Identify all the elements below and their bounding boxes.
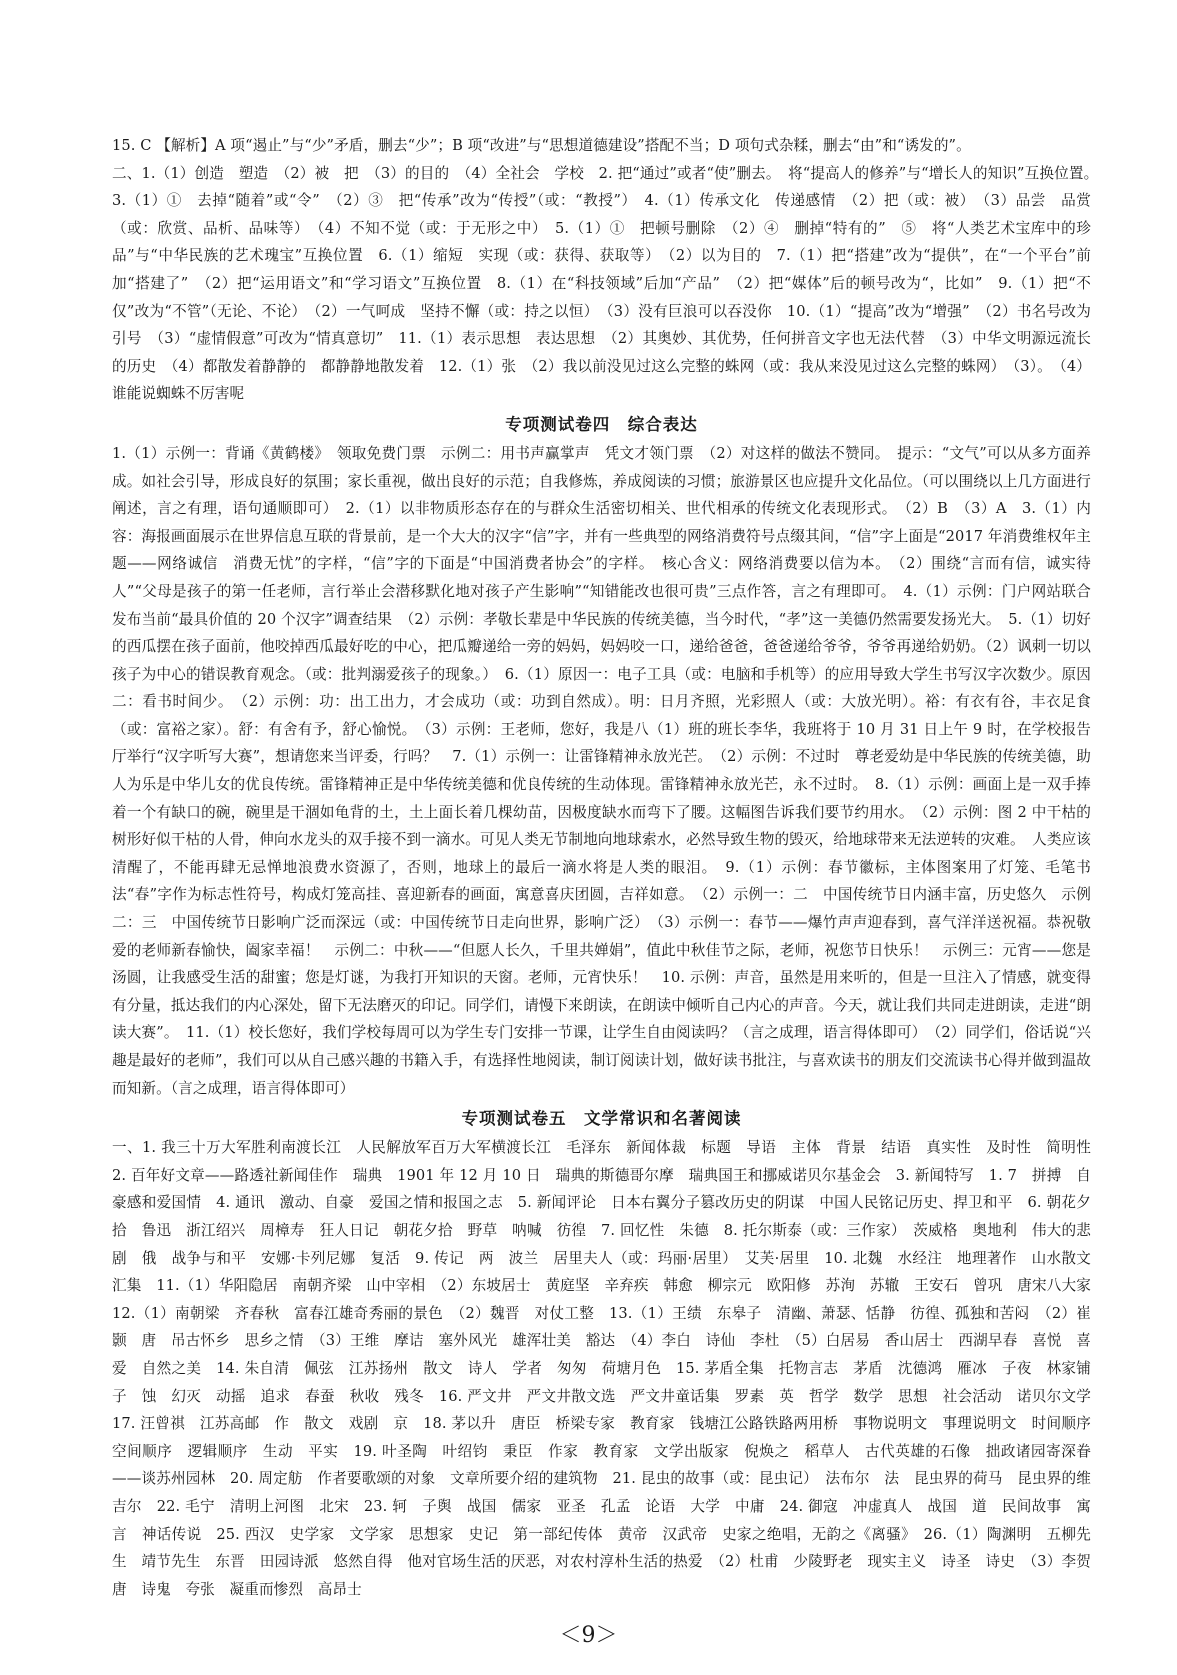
section-title-part5: 专项测试卷五 文学常识和名著阅读 — [461, 1109, 742, 1129]
page-number: ＜9＞ — [559, 1623, 618, 1648]
answer-part5: 一、1. 我三十万大军胜利南渡长江 人民解放军百万大军横渡长江 毛泽东 新闻体裁 标题 导语 主体 背景 结语 真实性 及时性 简明性 2. 百年好文章——路透社新闻佳作 瑞典 1901 年 12 月 10 日 瑞典的斯德哥尔摩 瑞典国王和挪威诺贝尔基金会 3. 新闻特写 1. 7 拼搏 自豪感和爱国情 4. 通讯 激动、自豪 爱国之情和报国之志 5. 新闻评论 日本右翼分子篡改历史的阴谋 中国人民铭记历史、捍卫和平 6. 朝花夕拾 鲁迅 浙江绍兴 周樟寿 狂人日记 朝花夕拾 野草 呐喊 彷徨 7. 回忆性 朱德 8. 托尔斯泰（或：三作家） 茨威格 奥地利 伟大的悲剧 俄 战争与和平 安娜·卡列尼娜 复活 9. 传记 两 波兰 居里夫人（或：玛丽·居里） 艾芙·居里 10. 北魏 水经注 地理著作 山水散文汇集 11.（1）华阳隐居 南朝齐梁 山中宰相 （2）东坡居士 黄庭坚 辛弃疾 韩愈 柳宗元 欧阳修 苏洵 苏辙 王安石 曾巩 唐宋八大家 12.（1）南朝梁 齐春秋 富春江雄奇秀丽的景色 （2）魏晋 对仗工整 13.（1）王绩 东皋子 清幽、萧瑟、恬静 彷徨、孤独和苦闷 （2）崔颢 唐 吊古怀乡 思乡之情 （3）王维 摩诘 塞外风光 雄浑壮美 豁达 （4）李白 诗仙 李杜 （5）白居易 香山居士 西湖早春 喜悦 喜爱 自然之美 14. 朱自清 佩弦 江苏扬州 散文 诗人 学者 匆匆 荷塘月色 15. 茅盾全集 托物言志 茅盾 沈德鸿 雁冰 子夜 林家铺子 蚀 幻灭 动摇 追求 春蚕 秋收 残冬 16. 严文井 严文井散文选 严文井童话集 罗素 英 哲学 数学 思想 社会活动 诺贝尔文学 17. 汪曾祺 江苏高邮 作 散文 戏剧 京 18. 茅以升 唐臣 桥梁专家 教育家 钱塘江公路铁路两用桥 事物说明文 事理说明文 时间顺序 空间顺序 逻辑顺序 生动 平实 19. 叶圣陶 叶绍钧 秉臣 作家 教育家 文学出版家 倪焕之 稻草人 古代英雄的石像 拙政诸园寄深眷——谈苏州园林 20. 周定舫 作者要歌颂的对象 文章所要介绍的建筑物 21. 昆虫的故事（或：昆虫记） 法布尔 法 昆虫界的荷马 昆虫界的维吉尔 22. 毛宁 清明上河图 北宋 23. 轲 子舆 战国 儒家 亚圣 孔孟 论语 大学 中庸 24. 御寇 冲虚真人 战国 道 民间故事 寓言 神话传说 25. 西汉 史学家 文学家 思想家 史记 第一部纪传体 黄帝 汉武帝 史家之绝唱，无韵之《离骚》 26.（1）陶渊明 五柳先生 靖节先生 东晋 田园诗派 悠然自得 他对官场生活的厌恶，对农村淳朴生活的热爱 （2）杜甫 少陵野老 现实主义 诗圣 诗史 （3）李贺 唐 诗鬼 夸张 凝重而惨烈 高昂士 — [112, 1139, 1106, 1598]
answer-q15: 15. C 【解析】A 项“遏止”与“少”矛盾，删去“少”；B 项“改进”与“思想道德建设”搭配不当；D 项句式杂糅，删去“由”和“诱发的”。 — [112, 137, 971, 154]
answer-part4: 1.（1）示例一：背诵《黄鹤楼》 领取免费门票 示例二：用书声赢掌声 凭文才领门票 （2）对这样的做法不赞同。 提示：“文气”可以从多方面养成。如社会引导，形成良好的氛围；家长重视，做出良好的示范；自我修炼，养成阅读的习惯；旅游景区也应提升文化品位。（可以围绕以上几方面进行阐述，言之有理，语句通顺即可） 2.（1）以非物质形态存在的与群众生活密切相关、世代相承的传统文化表现形式。 （2）B （3）A 3.（1）内容：海报画面展示在世界信息互联的背景前，是一个大大的汉字“信”字，并有一些典型的网络消费符号点缀其间，“信”字上面是“2017 年消费维权年主题——网络诚信 消费无忧”的字样，“信”字的下面是“中国消费者协会”的字样。 核心含义：网络消费要以信为本。 （2）围绕“言而有信，诚实待人”“父母是孩子的第一任老师，言行举止会潜移默化地对孩子产生影响”“知错能改也很可贵”三点作答，言之有理即可。 4.（1）示例：门户网站联合发布当前“最具价值的 20 个汉字”调查结果 （2）示例：孝敬长辈是中华民族的传统美德，当今时代，“孝”这一美德仍然需要发扬光大。 5.（1）切好的西瓜摆在孩子面前，他咬掉西瓜最好吃的中心，把瓜瓣递给一旁的妈妈，妈妈咬一口，递给爸爸，爸爸递给爷爷，爷爷再递给奶奶。（2）讽刺一切以孩子为中心的错误教育观念。（或：批判溺爱孩子的现象。） 6.（1）原因一：电子工具（或：电脑和手机等）的应用导致大学生书写汉字次数少。原因二：看书时间少。 （2）示例：功：出工出力，才会成功（或：功到自然成）。明：日月齐照，光彩照人（或：大放光明）。裕：有衣有谷，丰衣足食（或：富裕之家）。舒：有舍有予，舒心愉悦。 （3）示例：王老师，您好，我是八（1）班的班长李华，我班将于 10 月 31 日上午 9 时，在学校报告厅举行“汉字听写大赛”，想请您来当评委，行吗？ 7.（1）示例一：让雷锋精神永放光芒。 （2）示例：不过时 尊老爱幼是中华民族的传统美德，助人为乐是中华儿女的优良传统。雷锋精神正是中华传统美德和优良传统的生动体现。雷锋精神永放光芒，永不过时。 8.（1）示例：画面上是一双手捧着一个有缺口的碗，碗里是干涸如龟背的土，土上面长着几棵幼苗，因极度缺水而弯下了腰。这幅图告诉我们要节约用水。 （2）示例：图 2 中干枯的树形好似干枯的人骨，伸向水龙头的双手接不到一滴水。可见人类无节制地向地球索水，必然导致生物的毁灭，给地球带来无法逆转的灾难。 人类应该清醒了，不能再肆无忌惮地浪费水资源了，否则，地球上的最后一滴水将是人类的眼泪。 9.（1）示例：春节徽标，主体图案用了灯笼、毛笔书法“春”字作为标志性符号，构成灯笼高挂、喜迎新春的画面，寓意喜庆团圆，吉祥如意。 （2）示例一：二 中国传统节日内涵丰富，历史悠久 示例二：三 中国传统节日影响广泛而深远（或：中国传统节日走向世界，影响广泛） （3）示例一：春节——爆竹声声迎春到，喜气洋洋送祝福。恭祝敬爱的老师新春愉快，阖家幸福！ 示例二：中秋——“但愿人长久，千里共婵娟”，值此中秋佳节之际，老师，祝您节日快乐！ 示例三：元宵——您是汤圆，让我感受生活的甜蜜；您是灯谜，为我打开知识的天窗。老师，元宵快乐！ 10. 示例：声音，虽然是用来听的，但是一旦注入了情感，就变得有分量，抵达我们的内心深处，留下无法磨灭的印记。同学们，请慢下来朗读，在朗读中倾听自己内心的声音。今天，就让我们共同走进朗读，走进“朗读大赛”。 11.（1）校长您好，我们学校每周可以为学生专门安排一节课，让学生自由阅读吗？（言之成理，语言得体即可） （2）同学们，俗话说“兴趣是最好的老师”，我们可以从自己感兴趣的书籍入手，有选择性地阅读，制订阅读计划，做好读书批注，与喜欢读书的朋友们交流读书心得并做到温故而知新。（言之成理，语言得体即可） — [112, 444, 1091, 1097]
answer-part2: 二、1.（1）创造 塑造 （2）被 把 （3）的目的 （4）全社会 学校 2. 把“通过”或者“使”删去。 将“提高人的修养”与“增长人的知识”互换位置。 3.（1）① 去掉“随着”或“令” （2）③ 把“传承”改为“传授”（或：“教授”） 4.（1）传承文化 传递感情 （2）把（或：被） （3）品尝 品赏（或：欣赏、品析、品味等） （4）不知不觉（或：于无形之中） 5.（1）① 把顿号删除 （2）④ 删掉“特有的” ⑤ 将“人类艺术宝库中的珍品”与“中华民族的艺术瑰宝”互换位置 6.（1）缩短 实现（或：获得、获取等） （2）以为目的 7.（1）把“搭建”改为“提供”，在“一个平台”前加“搭建了” （2）把“运用语文”和“学习语文”互换位置 8.（1）在“科技领域”后加“产品” （2）把“媒体”后的顿号改为“，比如” 9.（1）把“不仅”改为“不管”（无论、不论） （2）一气呵成 坚持不懈（或：持之以恒） （3）没有巨浪可以吞没你 10.（1）“提高”改为“增强” （2）书名号改为引号 （3）“虚情假意”可改为“情真意切” 11.（1）表示思想 表达思想 （2）其奥妙、其优势，任何拼音文字也无法代替 （3）中华文明源远流长 的历史 （4）都散发着静静的 都静静地散发着 12.（1）张 （2）我以前没见过这么完整的蛛网（或：我从来没见过这么完整的蛛网） （3）。 （4）谁能说蜘蛛不厉害呢 — [112, 164, 1106, 403]
section-title-part4: 专项测试卷四 综合表达 — [505, 414, 698, 434]
